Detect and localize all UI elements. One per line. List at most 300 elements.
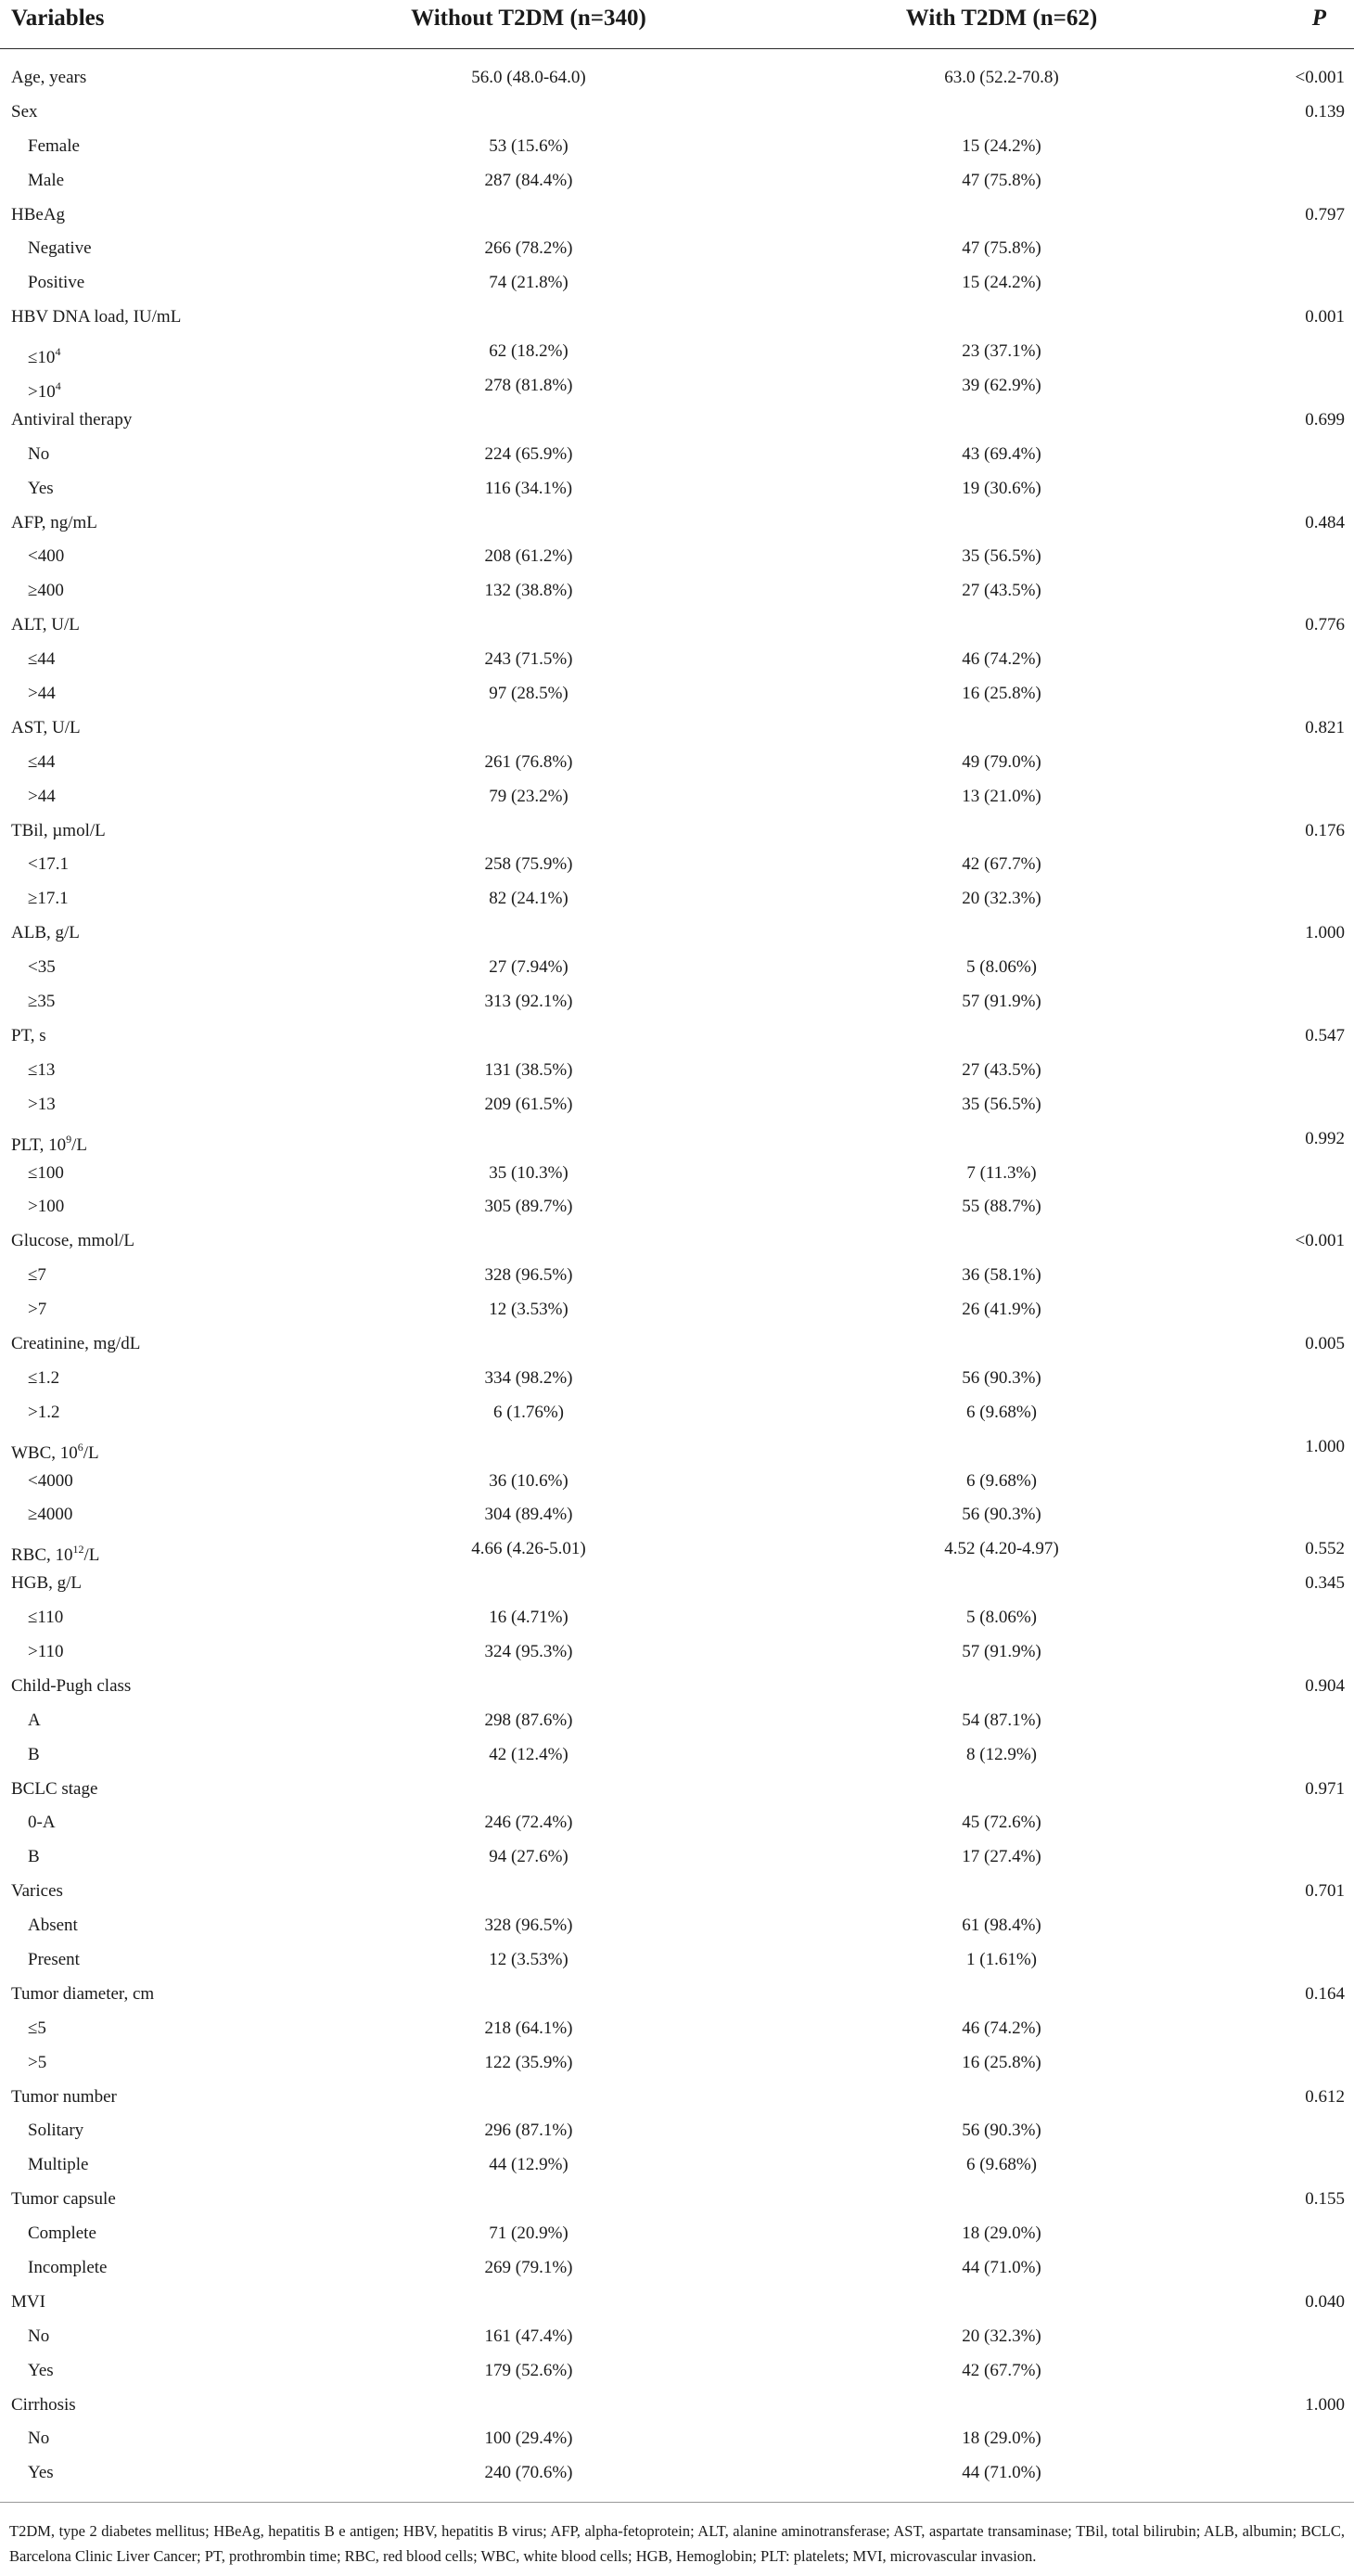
row-label-text: ≤10 xyxy=(28,348,56,368)
row-label-unit: /L xyxy=(71,1134,88,1155)
row-label-text: ≥35 xyxy=(28,992,56,1012)
cell-with-t2dm: 35 (56.5%) xyxy=(962,546,1041,567)
cell-with-t2dm: 61 (98.4%) xyxy=(962,1916,1041,1936)
row-label-text: Sex xyxy=(11,101,38,122)
table-row xyxy=(0,1532,1354,1567)
row-label-text: ≤13 xyxy=(28,1059,56,1080)
table-row xyxy=(0,2148,1354,2183)
cell-with-t2dm: 7 (11.3%) xyxy=(966,1162,1037,1183)
row-label-superscript: 12 xyxy=(72,1543,84,1557)
row-label-text: >44 xyxy=(28,786,56,806)
row-label-text: AST, U/L xyxy=(11,717,81,737)
cell-without-t2dm: 334 (98.2%) xyxy=(484,1367,573,1388)
table-row xyxy=(0,711,1354,746)
cell-without-t2dm: 328 (96.5%) xyxy=(484,1916,573,1936)
row-label xyxy=(11,1224,134,1259)
cell-without-t2dm: 56.0 (48.0-64.0) xyxy=(471,68,586,87)
table-row xyxy=(0,2114,1354,2148)
cell-p-value: 0.155 xyxy=(1305,2189,1345,2210)
row-label-text: Male xyxy=(28,170,65,190)
cell-without-t2dm: 97 (28.5%) xyxy=(489,684,568,704)
cell-with-t2dm: 6 (9.68%) xyxy=(966,1470,1037,1491)
cell-with-t2dm: 19 (30.6%) xyxy=(962,478,1041,498)
row-label-text: Yes xyxy=(28,2360,54,2380)
cell-without-t2dm: 53 (15.6%) xyxy=(489,135,568,156)
row-sublabel xyxy=(28,2046,46,2081)
row-label-text: <17.1 xyxy=(28,854,69,875)
row-sublabel xyxy=(28,1635,64,1670)
row-label-text: Multiple xyxy=(28,2155,89,2175)
table-row xyxy=(0,1567,1354,1601)
table-row xyxy=(0,814,1354,849)
table-row xyxy=(0,2251,1354,2286)
cell-with-t2dm: 42 (67.7%) xyxy=(962,2360,1041,2380)
row-label-text: Child-Pugh class xyxy=(11,1675,132,1696)
cell-with-t2dm: 57 (91.9%) xyxy=(962,992,1041,1012)
cell-p-value: 0.040 xyxy=(1305,2291,1345,2312)
cell-p-value: 0.001 xyxy=(1305,307,1345,327)
cell-without-t2dm: 304 (89.4%) xyxy=(484,1505,573,1525)
cell-without-t2dm: 224 (65.9%) xyxy=(484,443,573,464)
table-row xyxy=(0,780,1354,814)
table-row xyxy=(0,266,1354,301)
row-label-text: ≥400 xyxy=(28,581,64,601)
cell-without-t2dm: 278 (81.8%) xyxy=(484,376,573,396)
cell-with-t2dm: 49 (79.0%) xyxy=(962,751,1041,772)
row-label-text: 0-A xyxy=(28,1813,56,1833)
table-row xyxy=(0,2012,1354,2046)
row-label-text: >10 xyxy=(28,382,56,403)
table-row xyxy=(0,1875,1354,1909)
cell-without-t2dm: 324 (95.3%) xyxy=(484,1641,573,1661)
row-label-text: B xyxy=(28,1847,40,1867)
table-row xyxy=(0,1909,1354,1943)
cell-without-t2dm: 79 (23.2%) xyxy=(489,786,568,806)
table-row xyxy=(0,848,1354,882)
row-sublabel xyxy=(28,882,69,916)
row-label-text: Creatinine, mg/dL xyxy=(11,1333,141,1353)
table-row xyxy=(0,1259,1354,1293)
row-sublabel xyxy=(28,1362,59,1396)
cell-with-t2dm: 46 (74.2%) xyxy=(962,649,1041,670)
cell-p-value: <0.001 xyxy=(1295,1231,1345,1251)
cell-p-value: 1.000 xyxy=(1305,2394,1345,2415)
cell-p-value: 0.904 xyxy=(1305,1675,1345,1696)
row-label-text: Absent xyxy=(28,1916,78,1936)
row-label-text: >110 xyxy=(28,1641,64,1661)
row-label-text: No xyxy=(28,443,50,464)
row-sublabel xyxy=(28,130,80,164)
row-label xyxy=(11,2286,45,2320)
row-label-text: Cirrhosis xyxy=(11,2394,76,2415)
row-sublabel xyxy=(28,1190,64,1224)
cell-with-t2dm: 57 (91.9%) xyxy=(962,1641,1041,1661)
row-label xyxy=(11,2081,117,2115)
table-row xyxy=(0,232,1354,266)
table-row xyxy=(0,1670,1354,1704)
row-label xyxy=(11,1875,63,1909)
row-label-text: ≤100 xyxy=(28,1162,64,1183)
row-label-text: ≥17.1 xyxy=(28,889,69,909)
row-label xyxy=(11,1567,82,1601)
table-row xyxy=(0,404,1354,438)
cell-with-t2dm: 26 (41.9%) xyxy=(962,1300,1041,1320)
row-sublabel xyxy=(28,266,84,301)
header-p-value: P xyxy=(1311,6,1326,31)
table-row xyxy=(0,2389,1354,2423)
cell-with-t2dm: 39 (62.9%) xyxy=(962,376,1041,396)
table-row xyxy=(0,506,1354,541)
row-sublabel xyxy=(28,540,64,574)
cell-without-t2dm: 298 (87.6%) xyxy=(484,1710,573,1730)
row-label-text: PLT, 10 xyxy=(11,1134,67,1155)
cell-without-t2dm: 132 (38.8%) xyxy=(484,581,573,601)
row-sublabel xyxy=(28,1601,63,1635)
table-row xyxy=(0,2217,1354,2251)
row-label xyxy=(11,916,80,951)
table-row xyxy=(0,1773,1354,1807)
cell-p-value: 0.701 xyxy=(1305,1881,1345,1902)
cell-p-value: 1.000 xyxy=(1305,923,1345,943)
row-label-text: A xyxy=(28,1710,41,1730)
row-sublabel xyxy=(28,2251,107,2286)
row-label xyxy=(11,2183,116,2217)
row-sublabel xyxy=(28,1293,46,1327)
row-label xyxy=(11,1773,97,1807)
cell-without-t2dm: 27 (7.94%) xyxy=(489,957,568,978)
row-label xyxy=(11,199,65,233)
row-sublabel xyxy=(28,1704,41,1738)
row-sublabel xyxy=(28,472,54,506)
row-label-text: >5 xyxy=(28,2052,47,2072)
table-body xyxy=(0,61,1354,2491)
row-label-superscript: 4 xyxy=(55,379,61,393)
table-row xyxy=(0,2183,1354,2217)
row-sublabel xyxy=(28,848,69,882)
table-row xyxy=(0,335,1354,369)
table-header xyxy=(0,0,1354,49)
cell-with-t2dm: 56 (90.3%) xyxy=(962,1505,1041,1525)
row-label-text: Complete xyxy=(28,2224,96,2244)
cell-p-value: 0.164 xyxy=(1305,1983,1345,2004)
row-sublabel xyxy=(28,1498,72,1532)
table-row xyxy=(0,301,1354,335)
header-without-t2dm: Without T2DM (n=340) xyxy=(411,6,646,31)
row-label-text: <400 xyxy=(28,546,65,567)
row-sublabel xyxy=(28,1806,56,1840)
row-label-text: Present xyxy=(28,1949,80,1969)
row-label xyxy=(11,609,80,643)
row-sublabel xyxy=(28,2012,46,2046)
table-row xyxy=(0,2046,1354,2081)
table-row xyxy=(0,1943,1354,1978)
row-sublabel xyxy=(28,1157,64,1191)
table-row xyxy=(0,882,1354,916)
cell-p-value: 0.139 xyxy=(1305,101,1345,122)
table-row xyxy=(0,540,1354,574)
table-row xyxy=(0,916,1354,951)
row-label-text: Yes xyxy=(28,478,54,498)
row-sublabel xyxy=(28,746,55,780)
cell-p-value: <0.001 xyxy=(1295,68,1345,87)
cell-with-t2dm: 16 (25.8%) xyxy=(962,2052,1041,2072)
table-row xyxy=(0,1806,1354,1840)
row-sublabel xyxy=(28,574,64,609)
cell-with-t2dm: 27 (43.5%) xyxy=(962,1059,1041,1080)
cell-without-t2dm: 161 (47.4%) xyxy=(484,2326,573,2346)
table-row xyxy=(0,985,1354,1019)
table-row xyxy=(0,2456,1354,2491)
row-sublabel xyxy=(28,164,64,199)
table-row xyxy=(0,677,1354,711)
cell-with-t2dm: 18 (29.0%) xyxy=(962,2224,1041,2244)
cell-with-t2dm: 54 (87.1%) xyxy=(962,1710,1041,1730)
cell-with-t2dm: 20 (32.3%) xyxy=(962,2326,1041,2346)
table-row xyxy=(0,1430,1354,1465)
table-row xyxy=(0,574,1354,609)
cell-with-t2dm: 1 (1.61%) xyxy=(966,1949,1037,1969)
table-row xyxy=(0,1601,1354,1635)
row-label-text: Female xyxy=(28,135,80,156)
row-label-text: Tumor capsule xyxy=(11,2189,116,2210)
cell-without-t2dm: 209 (61.5%) xyxy=(484,1094,573,1114)
row-label-text: >100 xyxy=(28,1197,65,1217)
cell-without-t2dm: 12 (3.53%) xyxy=(489,1949,568,1969)
cell-with-t2dm: 6 (9.68%) xyxy=(966,1402,1037,1422)
table-row xyxy=(0,199,1354,233)
cell-without-t2dm: 36 (10.6%) xyxy=(489,1470,568,1491)
cell-without-t2dm: 94 (27.6%) xyxy=(489,1847,568,1867)
row-label-text: Positive xyxy=(28,273,85,293)
cell-with-t2dm: 27 (43.5%) xyxy=(962,581,1041,601)
row-sublabel xyxy=(28,2422,49,2456)
cell-with-t2dm: 47 (75.8%) xyxy=(962,238,1041,259)
row-label-text: >1.2 xyxy=(28,1402,60,1422)
cell-without-t2dm: 246 (72.4%) xyxy=(484,1813,573,1833)
row-label xyxy=(11,1670,131,1704)
cell-with-t2dm: 35 (56.5%) xyxy=(962,1094,1041,1114)
cell-without-t2dm: 328 (96.5%) xyxy=(484,1265,573,1286)
row-label xyxy=(11,814,106,849)
row-label-text: HBV DNA load, IU/mL xyxy=(11,307,182,327)
cell-p-value: 0.176 xyxy=(1305,820,1345,840)
table-row xyxy=(0,1498,1354,1532)
table-row xyxy=(0,1019,1354,1054)
table-row xyxy=(0,1054,1354,1088)
row-label-text: ALT, U/L xyxy=(11,615,80,635)
cell-without-t2dm: 266 (78.2%) xyxy=(484,238,573,259)
row-label-text: Yes xyxy=(28,2463,54,2483)
table-row xyxy=(0,1293,1354,1327)
cell-without-t2dm: 100 (29.4%) xyxy=(484,2429,573,2449)
cell-with-t2dm: 18 (29.0%) xyxy=(962,2429,1041,2449)
cell-without-t2dm: 305 (89.7%) xyxy=(484,1197,573,1217)
table-row xyxy=(0,2081,1354,2115)
row-label-text: Solitary xyxy=(28,2121,84,2141)
cell-with-t2dm: 16 (25.8%) xyxy=(962,684,1041,704)
cell-without-t2dm: 71 (20.9%) xyxy=(489,2224,568,2244)
row-label-text: HBeAg xyxy=(11,204,66,224)
row-label-text: No xyxy=(28,2326,50,2346)
row-sublabel xyxy=(28,438,49,472)
cell-without-t2dm: 16 (4.71%) xyxy=(489,1608,568,1628)
row-label-text: ≤7 xyxy=(28,1265,46,1286)
cell-without-t2dm: 4.66 (4.26-5.01) xyxy=(471,1539,586,1559)
table-row xyxy=(0,1122,1354,1157)
cell-without-t2dm: 218 (64.1%) xyxy=(484,2018,573,2038)
cell-without-t2dm: 35 (10.3%) xyxy=(489,1162,568,1183)
row-sublabel xyxy=(28,2320,49,2354)
cell-with-t2dm: 47 (75.8%) xyxy=(962,170,1041,190)
cell-without-t2dm: 82 (24.1%) xyxy=(489,889,568,909)
cell-without-t2dm: 62 (18.2%) xyxy=(489,341,568,362)
table-row xyxy=(0,1190,1354,1224)
row-sublabel xyxy=(28,2148,88,2183)
cell-p-value: 0.821 xyxy=(1305,717,1345,737)
cell-with-t2dm: 6 (9.68%) xyxy=(966,2155,1037,2175)
row-sublabel xyxy=(28,643,55,677)
cell-with-t2dm: 5 (8.06%) xyxy=(966,1608,1037,1628)
row-label xyxy=(11,1019,46,1054)
cell-with-t2dm: 17 (27.4%) xyxy=(962,1847,1041,1867)
row-label-text: Antiviral therapy xyxy=(11,409,133,429)
cell-with-t2dm: 36 (58.1%) xyxy=(962,1265,1041,1286)
table-row xyxy=(0,2286,1354,2320)
row-label-text: MVI xyxy=(11,2291,45,2312)
cell-without-t2dm: 6 (1.76%) xyxy=(493,1402,564,1422)
table-row xyxy=(0,438,1354,472)
row-sublabel xyxy=(28,1259,46,1293)
cell-p-value: 0.547 xyxy=(1305,1025,1345,1045)
cell-p-value: 0.971 xyxy=(1305,1778,1345,1799)
cell-p-value: 0.699 xyxy=(1305,409,1345,429)
row-label-text: >7 xyxy=(28,1300,47,1320)
row-label-unit: /L xyxy=(83,1442,99,1463)
table-row xyxy=(0,1088,1354,1122)
row-label-text: Glucose, mmol/L xyxy=(11,1231,134,1251)
row-label-text: B xyxy=(28,1744,40,1764)
cell-with-t2dm: 44 (71.0%) xyxy=(962,2463,1041,2483)
cell-p-value: 0.345 xyxy=(1305,1573,1345,1594)
table-row xyxy=(0,472,1354,506)
cell-with-t2dm: 56 (90.3%) xyxy=(962,1367,1041,1388)
row-label-text: ≤44 xyxy=(28,751,56,772)
row-sublabel xyxy=(28,677,56,711)
cell-without-t2dm: 179 (52.6%) xyxy=(484,2360,573,2380)
row-sublabel xyxy=(28,1840,40,1875)
table-row xyxy=(0,2354,1354,2389)
cell-without-t2dm: 131 (38.5%) xyxy=(484,1059,573,1080)
row-sublabel xyxy=(28,1909,78,1943)
cell-without-t2dm: 42 (12.4%) xyxy=(489,1744,568,1764)
cell-with-t2dm: 23 (37.1%) xyxy=(962,341,1041,362)
cell-p-value: 0.797 xyxy=(1305,204,1345,224)
cell-with-t2dm: 8 (12.9%) xyxy=(966,1744,1037,1764)
table-row xyxy=(0,1738,1354,1773)
cell-without-t2dm: 122 (35.9%) xyxy=(484,2052,573,2072)
table-row xyxy=(0,609,1354,643)
cell-with-t2dm: 5 (8.06%) xyxy=(966,957,1037,978)
cell-with-t2dm: 44 (71.0%) xyxy=(962,2258,1041,2277)
cell-p-value: 0.612 xyxy=(1305,2086,1345,2107)
header-variables: Variables xyxy=(11,6,105,31)
row-label-text: WBC, 10 xyxy=(11,1442,78,1463)
cell-with-t2dm: 20 (32.3%) xyxy=(962,889,1041,909)
table-row xyxy=(0,1704,1354,1738)
cell-without-t2dm: 208 (61.2%) xyxy=(484,546,573,567)
table-row xyxy=(0,130,1354,164)
cell-without-t2dm: 12 (3.53%) xyxy=(489,1300,568,1320)
table-row xyxy=(0,643,1354,677)
row-label-text: RBC, 10 xyxy=(11,1545,73,1566)
table-row xyxy=(0,369,1354,404)
row-label-unit: /L xyxy=(83,1545,100,1566)
row-sublabel xyxy=(28,2456,54,2491)
cell-p-value: 0.552 xyxy=(1305,1539,1345,1559)
row-label-text: HGB, g/L xyxy=(11,1573,82,1594)
row-sublabel xyxy=(28,2217,96,2251)
row-label xyxy=(11,1327,140,1362)
table-row xyxy=(0,1635,1354,1670)
cell-without-t2dm: 116 (34.1%) xyxy=(484,478,573,498)
row-label-text: Varices xyxy=(11,1881,63,1902)
table-row xyxy=(0,1840,1354,1875)
row-label-text: ≤44 xyxy=(28,649,56,670)
cell-with-t2dm: 45 (72.6%) xyxy=(962,1813,1041,1833)
row-label-text: PT, s xyxy=(11,1025,46,1045)
cell-with-t2dm: 46 (74.2%) xyxy=(962,2018,1041,2038)
cell-without-t2dm: 240 (70.6%) xyxy=(484,2463,573,2483)
row-label xyxy=(11,61,86,96)
row-label-text: BCLC stage xyxy=(11,1778,98,1799)
row-sublabel xyxy=(28,1054,55,1088)
header-with-t2dm: With T2DM (n=62) xyxy=(905,6,1098,31)
cell-with-t2dm: 15 (24.2%) xyxy=(962,273,1041,293)
row-label xyxy=(11,506,97,541)
row-label xyxy=(11,1978,154,2012)
table-row xyxy=(0,164,1354,199)
table-row xyxy=(0,61,1354,96)
table-row xyxy=(0,1157,1354,1191)
table-bottom-rule xyxy=(0,2502,1354,2503)
cell-with-t2dm: 55 (88.7%) xyxy=(962,1197,1041,1217)
row-label-superscript: 6 xyxy=(77,1440,83,1454)
cell-with-t2dm: 4.52 (4.20-4.97) xyxy=(944,1539,1059,1559)
row-label-text: Negative xyxy=(28,238,92,259)
row-label-text: Age, years xyxy=(11,68,87,87)
row-label xyxy=(11,96,38,130)
cell-with-t2dm: 15 (24.2%) xyxy=(962,135,1041,156)
cell-without-t2dm: 261 (76.8%) xyxy=(484,751,573,772)
cell-without-t2dm: 296 (87.1%) xyxy=(484,2121,573,2141)
table-row xyxy=(0,96,1354,130)
table-row xyxy=(0,1362,1354,1396)
cell-p-value: 0.484 xyxy=(1305,512,1345,532)
cell-with-t2dm: 13 (21.0%) xyxy=(962,786,1041,806)
row-label-text: ≤110 xyxy=(28,1608,64,1628)
cell-with-t2dm: 43 (69.4%) xyxy=(962,443,1041,464)
row-label-superscript: 4 xyxy=(55,345,61,359)
cell-without-t2dm: 287 (84.4%) xyxy=(484,170,573,190)
row-label xyxy=(11,711,81,746)
row-label-text: TBil, µmol/L xyxy=(11,820,106,840)
row-label-text: >44 xyxy=(28,684,56,704)
table-row xyxy=(0,1396,1354,1430)
cell-p-value: 1.000 xyxy=(1305,1436,1345,1456)
row-label-text: <4000 xyxy=(28,1470,73,1491)
cell-without-t2dm: 269 (79.1%) xyxy=(484,2258,573,2277)
row-sublabel xyxy=(28,1943,80,1978)
